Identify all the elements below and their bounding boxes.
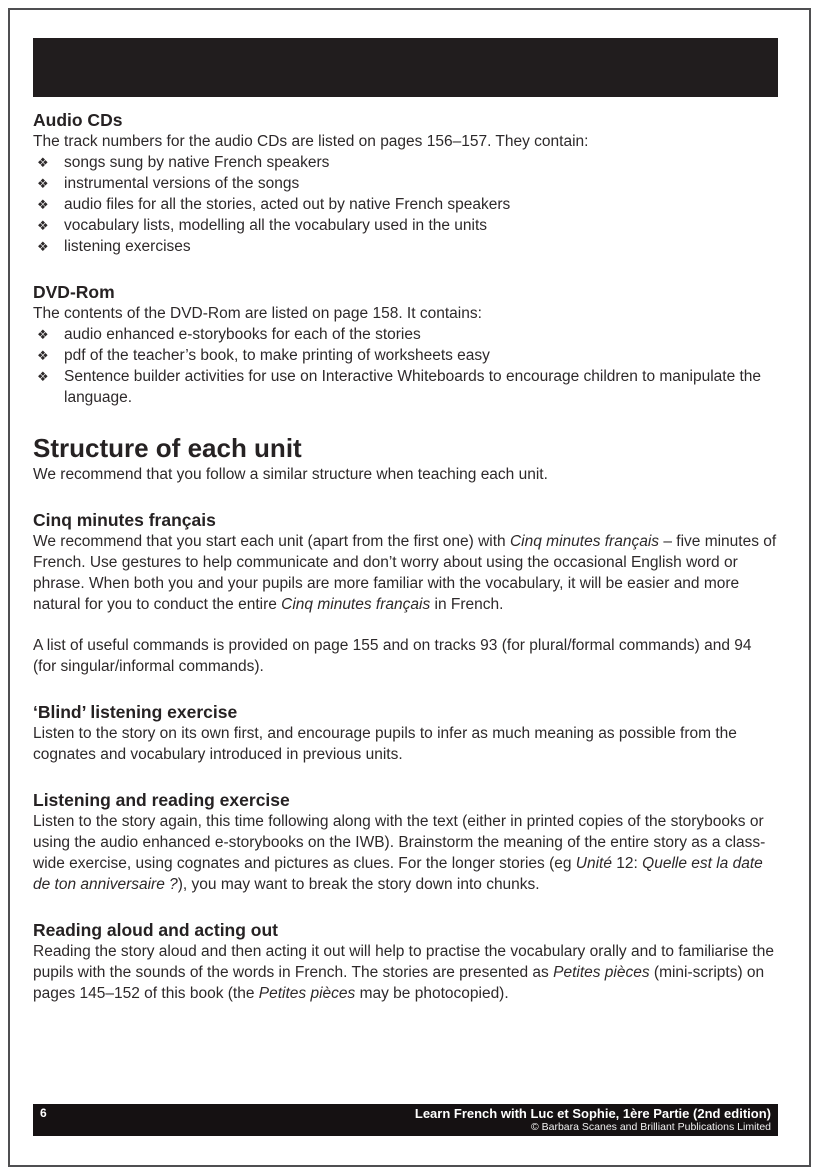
- text-run: We recommend that you start each unit (apart from the first one) with: [33, 533, 510, 550]
- blind-paragraph: Listen to the story on its own first, and encourage pupils to infer as much meaning as possible from the cognates and vocabulary introduced in previous units.: [33, 725, 737, 763]
- text-run: may be photocopied).: [355, 985, 509, 1002]
- reading-aloud-paragraph: [33, 941, 778, 1004]
- list-item-text: audio files for all the stories, acted out by native French speakers: [64, 196, 511, 213]
- text-run: ), you may want to break the story down into chunks.: [177, 876, 540, 893]
- text-run: in French.: [430, 596, 504, 613]
- diamond-bullet-icon: ❖: [37, 327, 49, 342]
- list-item-text: Sentence builder activities for use on Interactive Whiteboards to encourage children to manipulate the language.: [64, 368, 762, 406]
- text-run: (mini-scripts) on pages 145–152 of this book (the: [33, 964, 765, 1002]
- listening-reading-paragraph: [33, 811, 778, 895]
- text-run: Listen to the story again, this time following along with the text (either in printed copies of the storybooks or using the audio enhanced e-storybooks on the IWB). Brainstorm the meaning of the entire story as a class-wide exercise, using cognates and pictures as clues. For the longer stories (eg: [33, 813, 766, 872]
- diamond-bullet-icon: ❖: [37, 176, 49, 191]
- list-item: [33, 215, 778, 236]
- page-content: [33, 38, 778, 1004]
- diamond-bullet-icon: ❖: [37, 218, 49, 233]
- diamond-bullet-icon: ❖: [37, 369, 49, 384]
- list-item-text: pdf of the teacher’s book, to make printing of worksheets easy: [64, 347, 490, 364]
- diamond-bullet-icon: ❖: [37, 155, 49, 170]
- list-item: [33, 236, 778, 257]
- list-item: [33, 324, 778, 345]
- italic-text-run: Petites pièces: [553, 964, 650, 981]
- structure-intro: We recommend that you follow a similar structure when teaching each unit.: [33, 466, 548, 483]
- main-heading-structure: Structure of each unit: [33, 433, 302, 463]
- section-heading-dvd-rom: DVD-Rom: [33, 282, 115, 302]
- section-heading-audio-cds: Audio CDs: [33, 110, 123, 130]
- text-run: 12:: [611, 855, 643, 872]
- list-item-text: vocabulary lists, modelling all the vocabulary used in the units: [64, 217, 488, 234]
- list-item: [33, 366, 778, 408]
- dvd-rom-list: [33, 324, 778, 408]
- list-item: [33, 152, 778, 173]
- cinq-paragraph-1: [33, 531, 778, 615]
- section-heading-blind-listening: ‘Blind’ listening exercise: [33, 702, 238, 722]
- text-run: – five minutes of French. Use gestures to help communicate and don’t worry about using the occasional English word or phrase. When both you and your pupils are more familiar with the vocabulary, it will be easier and more natural for you to conduct the entire: [33, 533, 777, 613]
- footer-book-title: Learn French with Luc et Sophie, 1ère Partie (2nd edition): [414, 1106, 771, 1121]
- footer-copyright: © Barbara Scanes and Brilliant Publications Limited: [530, 1121, 771, 1133]
- dvd-rom-intro: The contents of the DVD-Rom are listed on page 158. It contains:: [33, 305, 482, 322]
- audio-cds-list: [33, 152, 778, 257]
- italic-text-run: Petites pièces: [258, 985, 356, 1002]
- section-heading-cinq-minutes: Cinq minutes français: [33, 510, 216, 530]
- italic-text-run: Cinq minutes français: [281, 596, 431, 613]
- cinq-paragraph-2: A list of useful commands is provided on page 155 and on tracks 93 (for plural/formal commands) and 94 (for singular/informal commands).: [33, 637, 752, 675]
- italic-text-run: Unité: [575, 855, 612, 872]
- audio-cds-intro: The track numbers for the audio CDs are listed on pages 156–157. They contain:: [33, 133, 589, 150]
- list-item-text: listening exercises: [64, 238, 191, 255]
- list-item: [33, 173, 778, 194]
- header-bar: [33, 38, 778, 97]
- list-item: [33, 194, 778, 215]
- list-item-text: audio enhanced e-storybooks for each of the stories: [64, 326, 421, 343]
- diamond-bullet-icon: ❖: [37, 348, 49, 363]
- page-number: 6: [40, 1106, 47, 1120]
- footer-bar: [33, 1104, 778, 1136]
- footer-right-block: [415, 1106, 771, 1134]
- list-item-text: instrumental versions of the songs: [64, 175, 300, 192]
- italic-text-run: Quelle est la date de ton anniversaire ?: [33, 855, 763, 893]
- italic-text-run: Cinq minutes français: [509, 533, 660, 550]
- list-item: [33, 345, 778, 366]
- section-heading-reading-aloud: Reading aloud and acting out: [33, 920, 278, 940]
- text-run: Reading the story aloud and then acting it out will help to practise the vocabulary orally and to familiarise the pupils with the sounds of the words in French. The stories are presented as: [33, 943, 774, 981]
- list-item-text: songs sung by native French speakers: [64, 154, 330, 171]
- diamond-bullet-icon: ❖: [37, 239, 49, 254]
- section-heading-listening-reading: Listening and reading exercise: [33, 790, 290, 810]
- diamond-bullet-icon: ❖: [37, 197, 49, 212]
